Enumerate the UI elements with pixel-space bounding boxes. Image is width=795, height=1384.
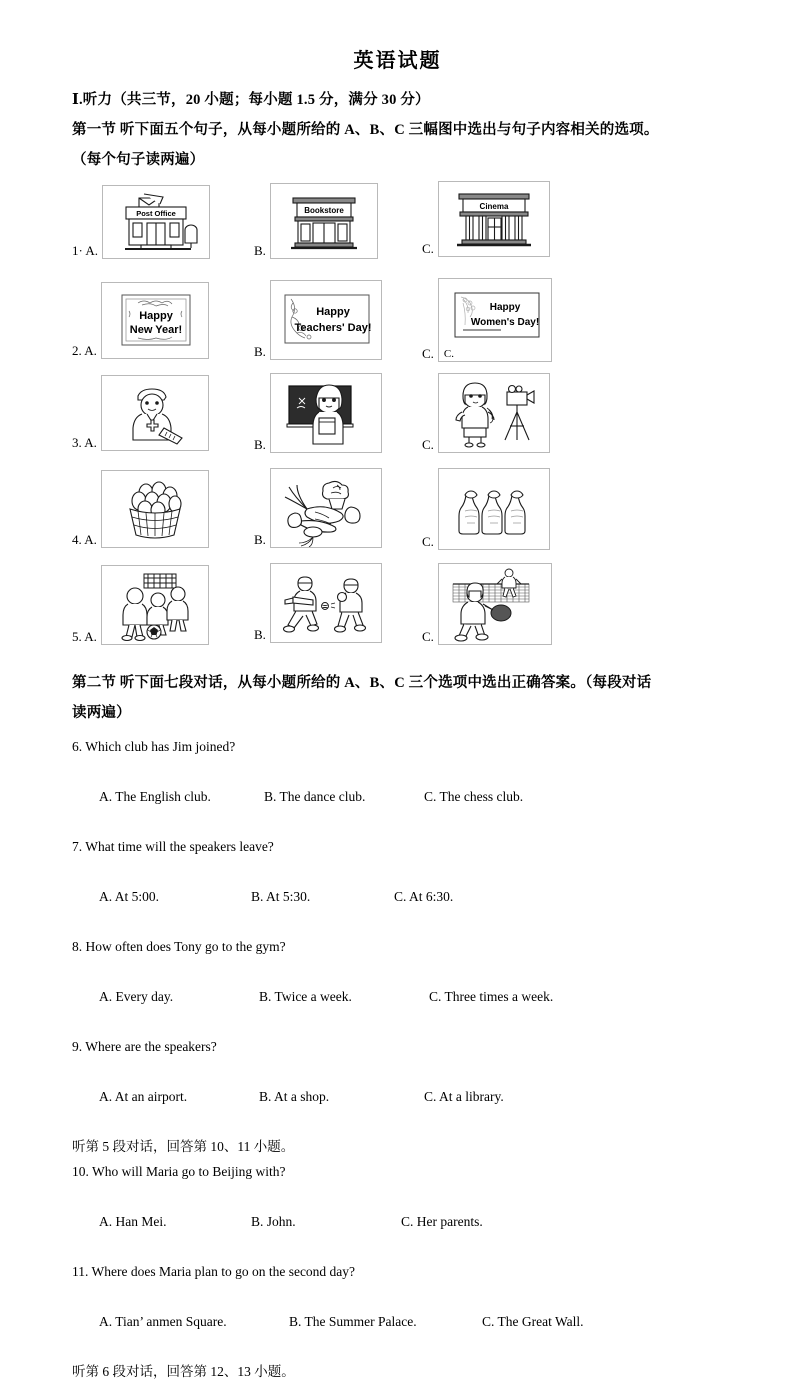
cinema-caption: Cinema xyxy=(479,202,509,211)
bookstore-building-icon xyxy=(270,183,378,259)
picture-question-row-5 xyxy=(72,563,795,658)
vegetables-pile-icon xyxy=(270,468,382,548)
question-text-11: 11. Where does Maria plan to go on the second day? xyxy=(72,1264,356,1279)
new-year-caption-line1: Happy xyxy=(139,310,173,322)
option-cell-3-a[interactable] xyxy=(72,375,209,451)
option-9-c[interactable]: C. At a library. xyxy=(424,1089,504,1104)
question-group-6 xyxy=(72,734,795,834)
reporter-with-camera-figure-icon xyxy=(438,373,550,453)
question-text-6: 6. Which club has Jim joined? xyxy=(72,739,236,754)
option-9-a[interactable]: A. At an airport. xyxy=(99,1089,188,1104)
section-two-heading-continued: 读两遍） xyxy=(72,705,131,721)
option-cell-4-c[interactable] xyxy=(422,468,550,550)
option-cell-2-a[interactable] xyxy=(72,282,209,359)
listen-note-dialogue-5: 听第 5 段对话，回答第 10、11 小题。 xyxy=(72,1139,295,1154)
post-office-building-icon xyxy=(102,185,210,259)
options-row-8 xyxy=(72,959,795,1034)
bookstore-caption: Bookstore xyxy=(304,206,344,215)
option-cell-1-b[interactable] xyxy=(254,183,378,259)
part-one-heading: Ⅰ.听力（共三节，20 小题；每小题 1.5 分，满分 30 分） xyxy=(72,92,430,108)
baseball-players-icon xyxy=(270,563,382,643)
option-7-a[interactable]: A. At 5:00. xyxy=(99,889,160,904)
new-year-card-icon xyxy=(101,282,209,359)
option-label-2-b: B. xyxy=(254,344,266,359)
option-9-b[interactable]: B. At a shop. xyxy=(259,1089,330,1104)
picture-question-row-2 xyxy=(72,278,795,373)
nurse-figure-icon xyxy=(101,375,209,451)
option-cell-5-b[interactable] xyxy=(254,563,382,643)
option-8-a[interactable]: A. Every day. xyxy=(99,989,174,1004)
option-label-1-b: B. xyxy=(254,243,266,258)
picture-question-row-3 xyxy=(72,373,795,468)
section-one-heading: 第一节 听下面五个句子，从每小题所给的 A、B、C 三幅图中选出与句子内容相关的选项。 xyxy=(72,122,659,138)
option-cell-3-c[interactable] xyxy=(422,373,550,453)
option-10-b[interactable]: B. John. xyxy=(251,1214,296,1229)
option-10-a[interactable]: A. Han Mei. xyxy=(99,1214,167,1229)
option-label-5-c: C. xyxy=(422,629,434,644)
options-row-6 xyxy=(72,759,795,834)
options-row-9 xyxy=(72,1059,795,1134)
picture-question-row-1 xyxy=(72,183,795,278)
soccer-players-icon xyxy=(101,565,209,645)
question-text-7: 7. What time will the speakers leave? xyxy=(72,839,274,854)
option-label-4-b: B. xyxy=(254,532,266,547)
option-cell-2-c[interactable] xyxy=(422,278,552,362)
cinema-building-icon xyxy=(438,181,550,257)
question-text-10: 10. Who will Maria go to Beijing with? xyxy=(72,1164,286,1179)
option-label-3-c: C. xyxy=(422,437,434,452)
question-group-11 xyxy=(72,1259,795,1359)
question-number-3: 3. A. xyxy=(72,435,97,450)
question-group-10 xyxy=(72,1159,795,1259)
section-one-heading-continued: （每个句子读两遍） xyxy=(72,152,205,168)
womens-day-caption-line1: Happy xyxy=(489,302,521,313)
option-cell-4-b[interactable] xyxy=(254,468,382,548)
option-cell-5-a[interactable] xyxy=(72,565,209,645)
option-11-a[interactable]: A. Tian’ anmen Square. xyxy=(99,1314,227,1329)
option-6-a[interactable]: A. The English club. xyxy=(99,789,211,804)
section-two-heading: 第二节 听下面七段对话，从每小题所给的 A、B、C 三个选项中选出正确答案。（每段对话 xyxy=(72,675,652,691)
post-office-caption: Post Office xyxy=(136,209,176,218)
options-row-11 xyxy=(72,1284,795,1359)
question-number-5: 5. A. xyxy=(72,629,97,644)
option-label-1-c: C. xyxy=(422,241,434,256)
question-number-4: 4. A. xyxy=(72,532,97,547)
option-label-2-c: C. xyxy=(422,346,434,361)
picture-question-row-4 xyxy=(72,468,795,563)
teacher-at-blackboard-figure-icon xyxy=(270,373,382,453)
dialogue-questions-block xyxy=(0,734,795,1384)
option-cell-2-b[interactable] xyxy=(254,280,382,360)
option-label-5-b: B. xyxy=(254,627,266,642)
option-label-3-b: B. xyxy=(254,437,266,452)
basket-of-eggs-icon xyxy=(101,470,209,548)
milk-bottles-icon xyxy=(438,468,550,550)
question-number-2: 2. A. xyxy=(72,343,97,358)
question-group-8 xyxy=(72,934,795,1034)
option-11-b[interactable]: B. The Summer Palace. xyxy=(289,1314,417,1329)
option-6-c[interactable]: C. The chess club. xyxy=(424,789,524,804)
option-8-b[interactable]: B. Twice a week. xyxy=(259,989,352,1004)
teachers-day-caption-line2: Teachers' Day! xyxy=(294,322,372,334)
page-title: 英语试题 xyxy=(353,50,442,72)
womens-day-card-icon xyxy=(438,278,552,362)
option-cell-5-c[interactable] xyxy=(422,563,552,645)
option-8-c[interactable]: C. Three times a week. xyxy=(429,989,554,1004)
option-cell-4-a[interactable] xyxy=(72,470,209,548)
option-cell-1-c[interactable] xyxy=(422,181,550,257)
option-7-c[interactable]: C. At 6:30. xyxy=(394,889,454,904)
option-7-b[interactable]: B. At 5:30. xyxy=(251,889,311,904)
tennis-players-icon xyxy=(438,563,552,645)
question-number-1: 1· A. xyxy=(72,243,99,258)
inner-option-label-2-c: C. xyxy=(443,348,455,360)
option-cell-1-a[interactable] xyxy=(72,185,210,259)
option-label-4-c: C. xyxy=(422,534,434,549)
option-10-c[interactable]: C. Her parents. xyxy=(401,1214,483,1229)
picture-questions-block xyxy=(0,183,795,658)
listen-note-dialogue-6: 听第 6 段对话，回答第 12、13 小题。 xyxy=(72,1364,295,1379)
question-text-8: 8. How often does Tony go to the gym? xyxy=(72,939,286,954)
options-row-7 xyxy=(72,859,795,934)
teachers-day-caption-line1: Happy xyxy=(316,306,350,318)
womens-day-caption-line2: Women's Day! xyxy=(470,317,540,328)
new-year-caption-line2: New Year! xyxy=(129,324,183,336)
option-cell-3-b[interactable] xyxy=(254,373,382,453)
option-6-b[interactable]: B. The dance club. xyxy=(264,789,366,804)
question-text-9: 9. Where are the speakers? xyxy=(72,1039,217,1054)
options-row-10 xyxy=(72,1184,795,1259)
question-group-9 xyxy=(72,1034,795,1134)
teachers-day-card-icon xyxy=(270,280,382,360)
option-11-c[interactable]: C. The Great Wall. xyxy=(482,1314,584,1329)
question-group-7 xyxy=(72,834,795,934)
